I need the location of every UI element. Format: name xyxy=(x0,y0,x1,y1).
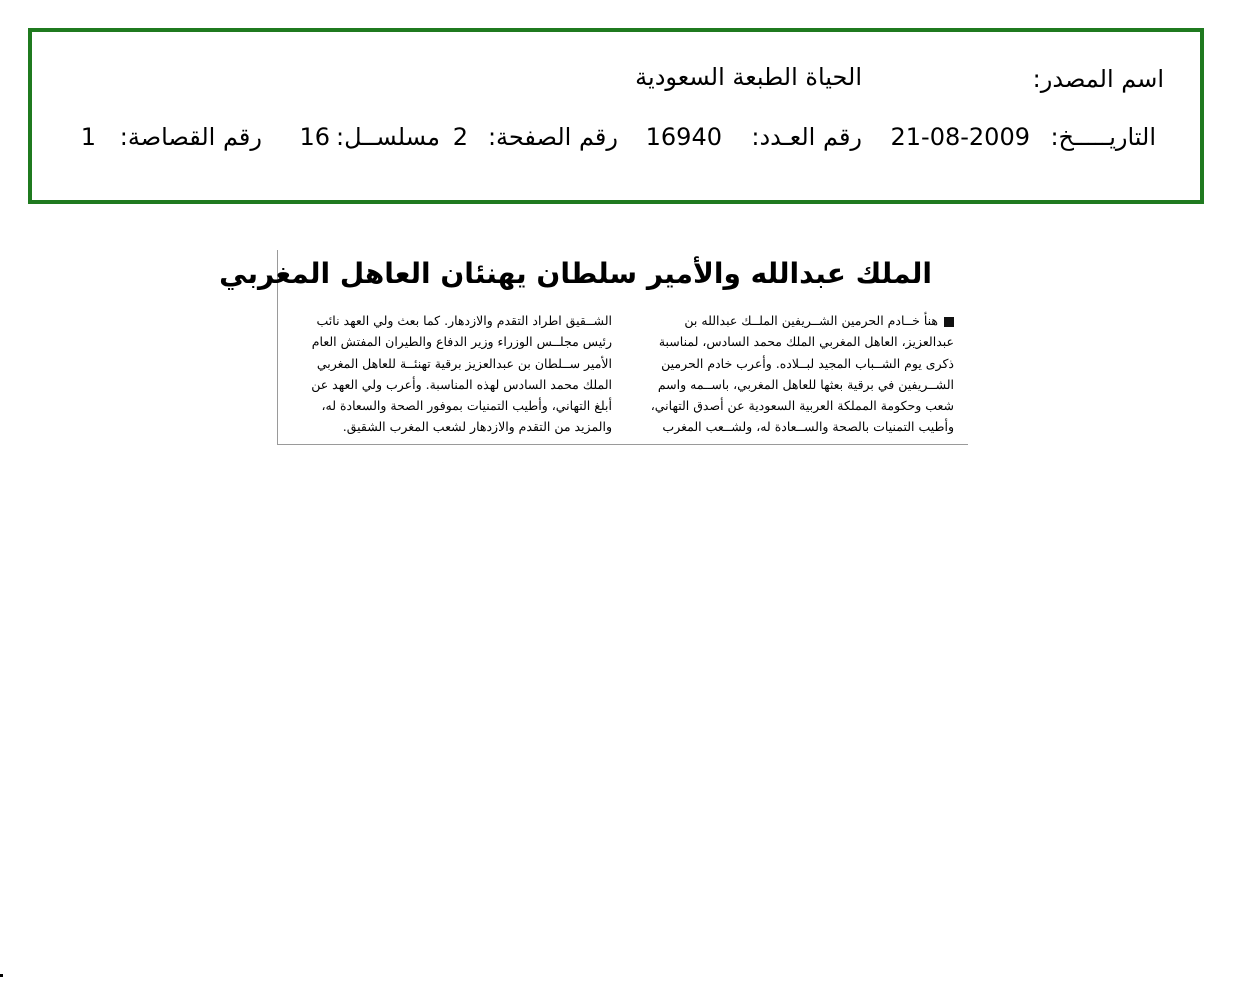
article-line: شعب وحكومة المملكة العربية السعودية عن أصدق التهاني، xyxy=(650,398,954,414)
issue-value: 16940 xyxy=(645,123,722,151)
issue-label: رقم العـدد: xyxy=(751,123,862,151)
date-value: 21-08-2009 xyxy=(890,123,1030,151)
article-line: رئيس مجلــس الوزراء وزير الدفاع والطيران المفتش العام xyxy=(311,334,612,350)
article-line: وأطيب التمنيات بالصحة والســعادة له، ولشــعب المغرب xyxy=(662,419,954,435)
article-line: والمزيد من التقدم والازدهار لشعب المغرب الشقيق. xyxy=(342,419,612,435)
date-label: التاريـــــخ: xyxy=(1050,123,1156,151)
article-line: ذكرى يوم الشــباب المجيد لبــلاده. وأعرب خادم الحرمين xyxy=(661,355,954,371)
serial-label: مسلســل: xyxy=(336,123,440,151)
source-value: الحياة الطبعة السعودية xyxy=(635,63,862,91)
source-label: اسم المصدر: xyxy=(1032,65,1164,93)
scan-mark xyxy=(0,974,3,977)
clip-value: 1 xyxy=(80,123,96,151)
article-line: عبدالعزيز، العاهل المغربي الملك محمد السادس، لمناسبة xyxy=(658,334,954,350)
serial-value: 16 xyxy=(299,123,330,151)
source-info-box xyxy=(28,28,1204,204)
square-bullet-icon xyxy=(944,317,954,327)
article-headline: الملك عبدالله والأمير سلطان يهنئان العاهل المغربي xyxy=(219,257,932,290)
article-line: الأمير ســلطان بن عبدالعزيز برقية تهنئــة للعاهل المغربي xyxy=(316,355,612,371)
page-value: 2 xyxy=(452,123,468,151)
article-line: هنأ خــادم الحرمين الشــريفين الملــك عبدالله بن xyxy=(634,310,954,331)
article-line: أبلغ التهاني، وأطيب التمنيات بموفور الصحة والسعادة له، xyxy=(321,398,612,414)
article-line: الملك محمد السادس لهذه المناسبة. وأعرب ولي العهد عن xyxy=(311,376,612,392)
clip-label: رقم القصاصة: xyxy=(119,123,262,151)
article-line: الشــريفين في برقية بعثها للعاهل المغربي، باســمه واسم xyxy=(657,376,954,392)
article-line: الشــقيق اطراد التقدم والازدهار. كما بعث ولي العهد نائب xyxy=(316,313,612,328)
page-label: رقم الصفحة: xyxy=(487,123,618,151)
article-column-left xyxy=(294,310,612,438)
article-clipping xyxy=(219,250,968,445)
article-column-right xyxy=(634,310,954,438)
